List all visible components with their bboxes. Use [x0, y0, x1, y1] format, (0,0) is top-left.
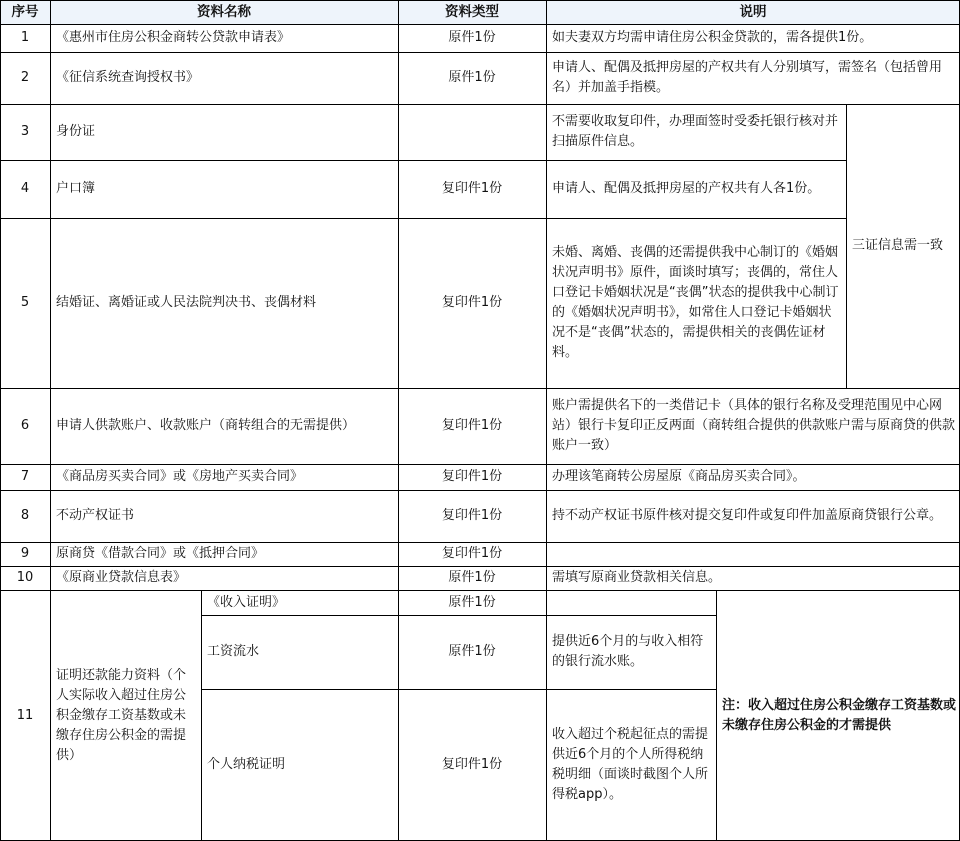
header-no: 序号: [11, 4, 39, 20]
row7-type: 复印件1份: [441, 469, 503, 484]
grid-line: [0, 490, 960, 491]
row9-name: 原商贷《借款合同》或《抵押合同》: [56, 546, 265, 561]
grid-line: [716, 590, 717, 841]
row7-note: 办理该笔商转公房屋原《商品房买卖合同》。: [552, 469, 806, 484]
row1-no: 1: [20, 30, 30, 45]
row9-note: [546, 542, 960, 566]
row3-no: 3: [20, 124, 30, 139]
row4-type: 复印件1份: [441, 181, 503, 196]
row6-type: 复印件1份: [441, 418, 503, 433]
row3-name: 身份证: [56, 124, 96, 139]
grid-line: [0, 218, 846, 219]
row1-type: 原件1份: [448, 30, 496, 45]
row4-no: 4: [20, 181, 30, 196]
row1-note: 如夫妻双方均需申请住房公积金贷款的，需各提供1份。: [552, 30, 873, 45]
header-type: 资料类型: [445, 4, 499, 20]
row11-sub3-note: 收入超过个税起征点的需提供近6个月的个人所得税纳税明细（面谈时截图个人所得税app）。: [552, 727, 709, 802]
grid-line: [398, 0, 399, 841]
header-name: 资料名称: [197, 4, 251, 20]
row11-sub1-name: 《收入证明》: [207, 594, 286, 610]
merged-note-id-consistency: 三证信息需一致: [852, 238, 944, 253]
row11-name: [50, 590, 201, 841]
row11-sub3-name: 个人纳税证明: [207, 757, 286, 772]
row11-sub1-type: 原件1份: [448, 594, 496, 610]
grid-line: [0, 590, 960, 591]
row2-note: 申请人、配偶及抵押房屋的产权共有人分别填写，需签名（包括曾用名）并加盖手指模。: [552, 60, 943, 95]
row6-note: 账户需提供名下的一类借记卡（具体的银行名称及受理范围见中心网站）银行卡复印正反两面（商转组合提供的供款账户需与原商贷的供款账户一致）: [552, 398, 956, 453]
row2-type: 原件1份: [448, 70, 496, 85]
row9-no: 9: [20, 546, 30, 561]
row10-no: 10: [16, 570, 34, 585]
grid-line: [846, 104, 847, 388]
row5-no: 5: [20, 295, 30, 310]
row5-note: 未婚、离婚、丧偶的还需提供我中心制订的《婚姻状况声明书》原件，面谈时填写；丧偶的，常住人口登记卡婚姻状况是“丧偶”状态的提供我中心制订的《婚姻状况声明书》，如常住人口登记卡婚姻状况不是“丧偶”状态的，需提供相关的丧偶佐证材料。: [552, 245, 839, 360]
grid-line: [0, 160, 846, 161]
grid-line: [546, 0, 547, 841]
row11-sub3-type: 复印件1份: [441, 757, 503, 772]
row11-sub2-name: 工资流水: [207, 644, 260, 659]
grid-line: [0, 52, 960, 53]
row9-type: 复印件1份: [441, 546, 503, 561]
row11-no: 11: [16, 707, 34, 723]
row2-no: 2: [20, 70, 30, 85]
grid-line: [201, 615, 716, 616]
row10-type: 原件1份: [448, 570, 496, 585]
row3-note: 不需要收取复印件，办理面签时受委托银行核对并扫描原件信息。: [552, 114, 839, 149]
grid-line: [0, 0, 1, 841]
row5-type: 复印件1份: [441, 295, 503, 310]
row11-name-text: 证明还款能力资料（个人实际收入超过住房公积金缴存工资基数或未缴存住房公积金的需提供）: [56, 667, 187, 763]
row1-name: 《惠州市住房公积金商转公贷款申请表》: [56, 30, 291, 45]
row11-sub2-type: 原件1份: [448, 644, 496, 659]
row2-name: 《征信系统查询授权书》: [56, 70, 200, 85]
grid-line: [50, 0, 51, 841]
row6-name: 申请人供款账户、收款账户（商转组合的无需提供）: [56, 418, 356, 433]
row7-no: 7: [20, 469, 30, 484]
grid-line: [0, 0, 960, 1]
row8-name: 不动产权证书: [56, 508, 135, 523]
grid-line: [0, 24, 960, 25]
grid-line: [201, 689, 716, 690]
row6-no: 6: [20, 418, 30, 433]
grid-line: [0, 542, 960, 543]
row11-remark: 注：收入超过住房公积金缴存工资基数或未缴存住房公积金的才需提供: [722, 697, 957, 733]
row8-type: 复印件1份: [441, 508, 503, 523]
row11-sub1-note: [546, 590, 716, 615]
row4-note: 申请人、配偶及抵押房屋的产权共有人各1份。: [552, 181, 821, 196]
grid-line: [0, 388, 960, 389]
header-note: 说明: [739, 4, 767, 20]
row11-sub2-note: 提供近6个月的与收入相符的银行流水账。: [552, 634, 704, 669]
grid-line: [201, 590, 202, 841]
grid-line: [0, 566, 960, 567]
row5-name: 结婚证、离婚证或人民法院判决书、丧偶材料: [56, 295, 317, 310]
row8-note: 持不动产权证书原件核对提交复印件或复印件加盖原商贷银行公章。: [552, 508, 943, 523]
row10-note: 需填写原商业贷款相关信息。: [552, 570, 722, 585]
row7-name: 《商品房买卖合同》或《房地产买卖合同》: [56, 469, 304, 484]
row8-no: 8: [20, 508, 30, 523]
grid-line: [0, 464, 960, 465]
row4-name: 户口簿: [56, 181, 96, 196]
row3-type: [398, 104, 546, 160]
grid-line: [0, 104, 960, 105]
row10-name: 《原商业贷款信息表》: [56, 570, 187, 585]
